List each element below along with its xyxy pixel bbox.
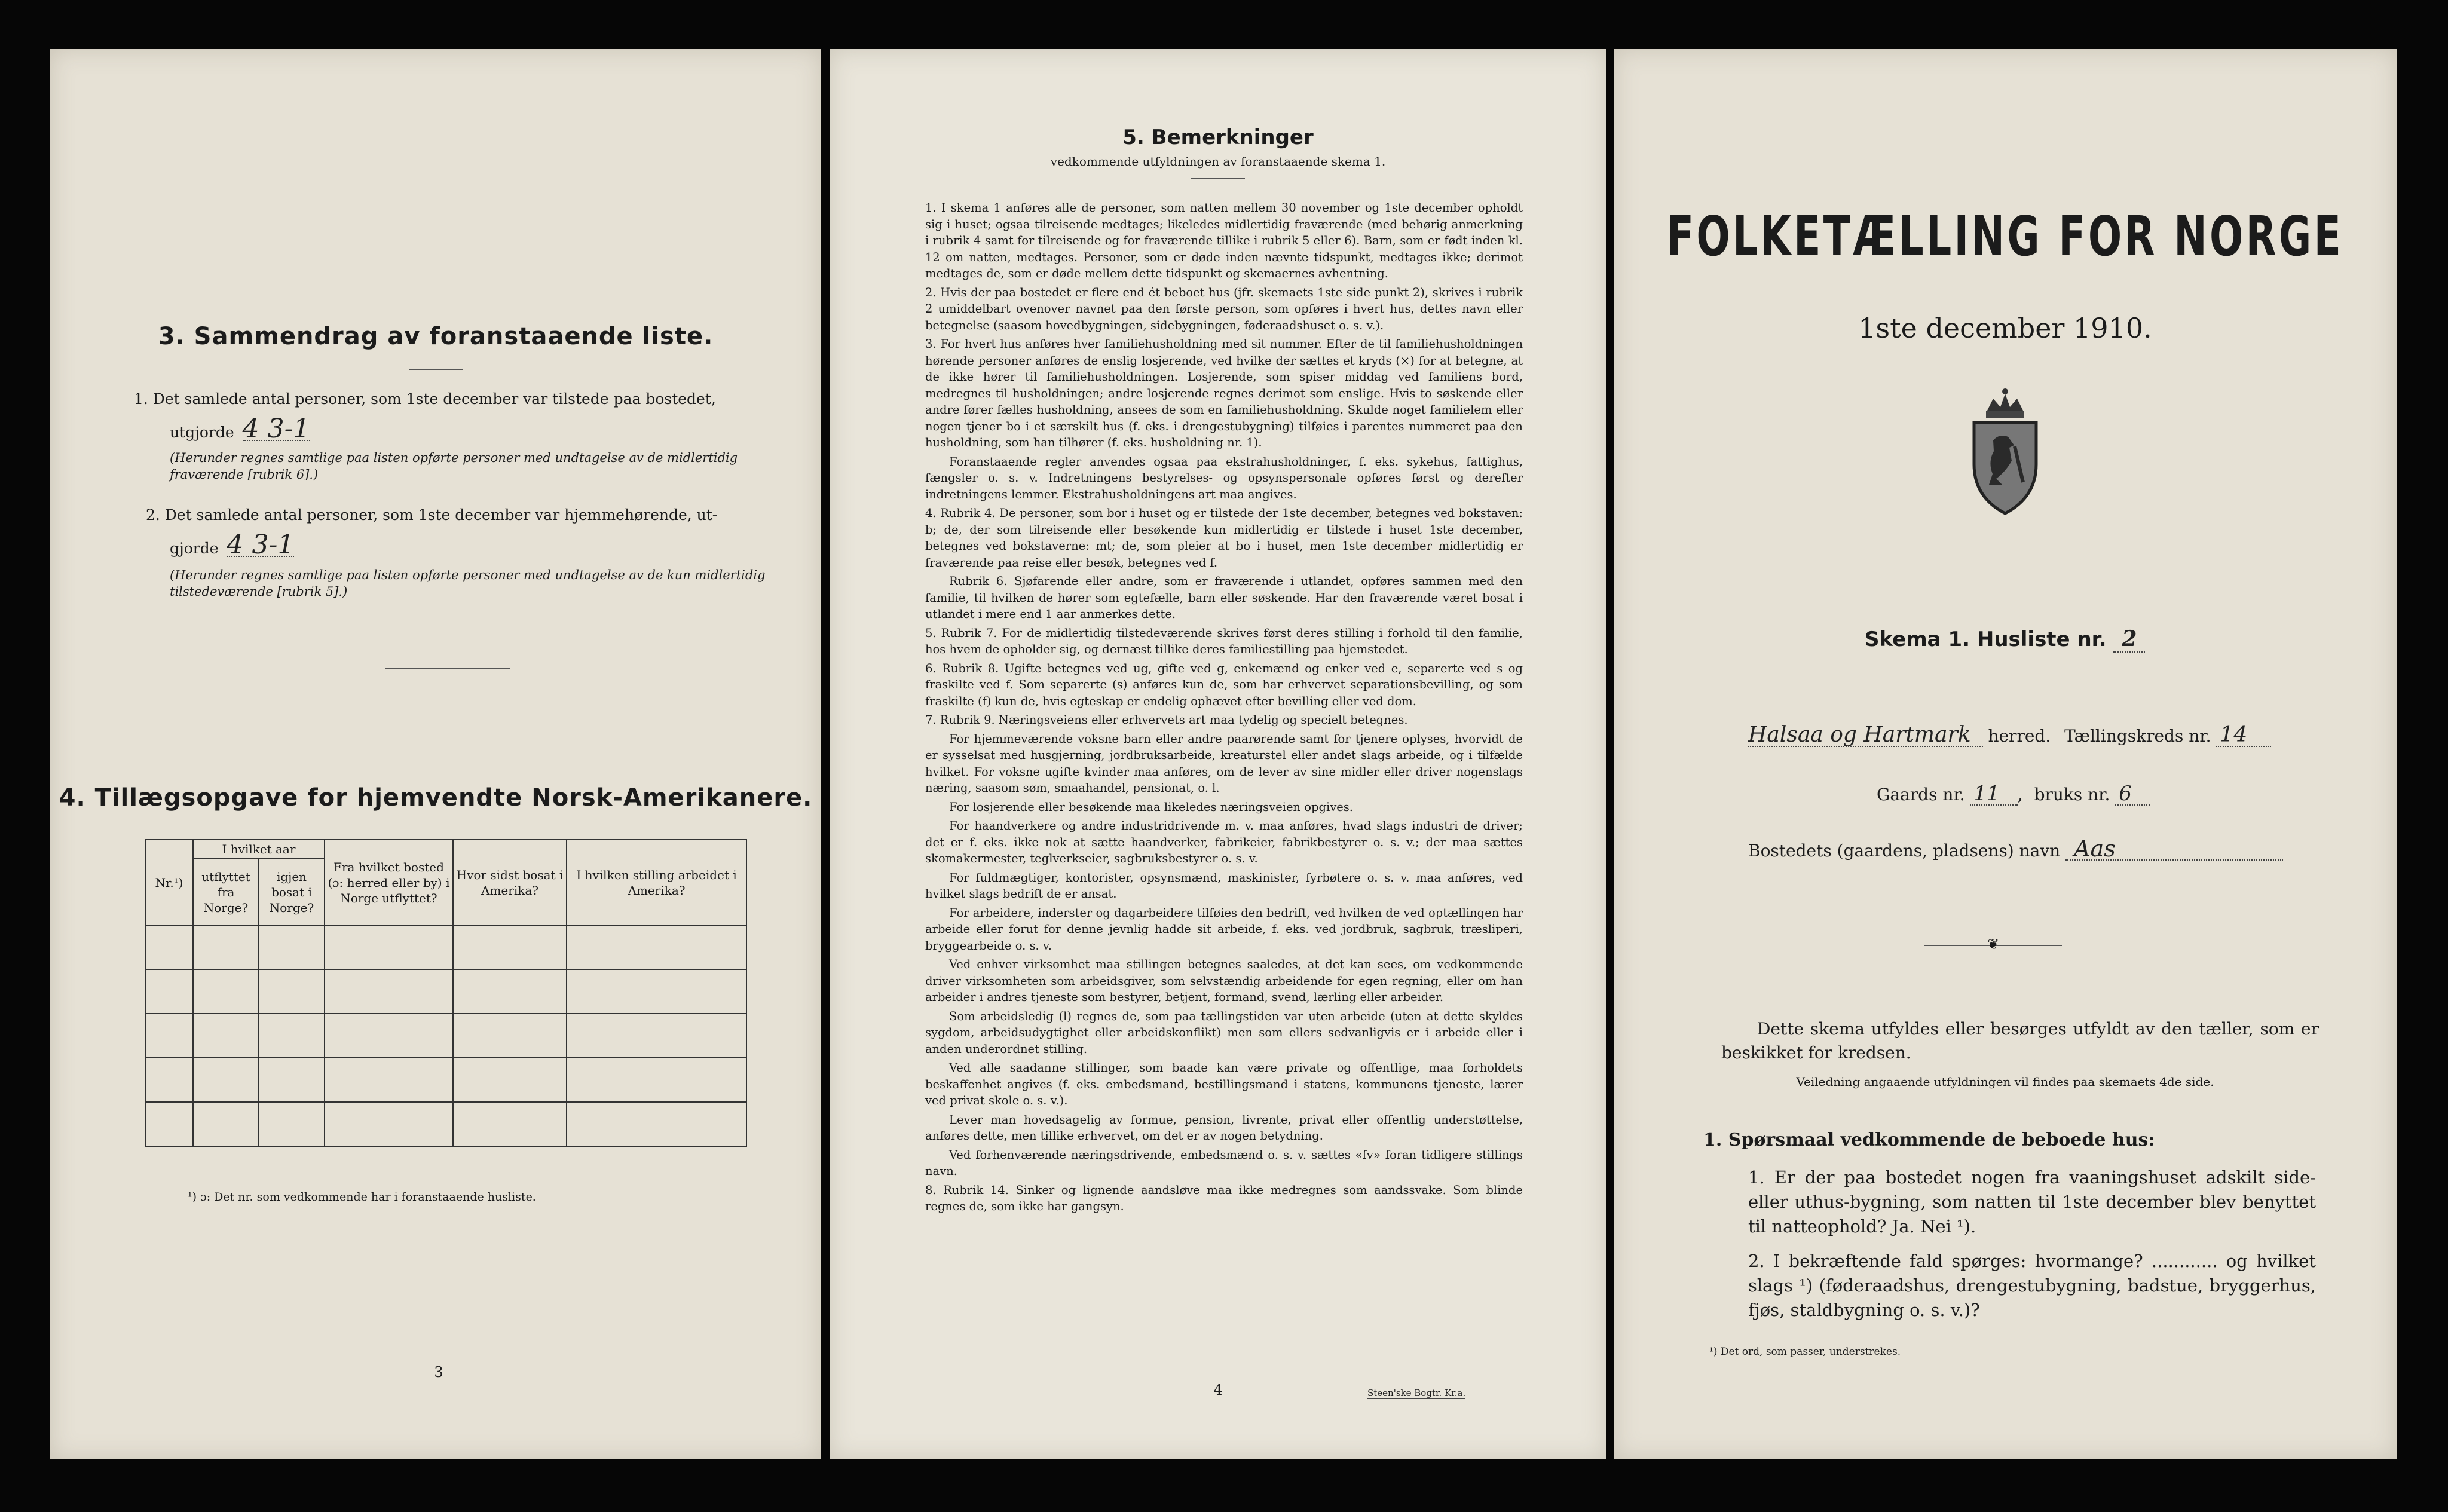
right-page: FOLKETÆLLING FOR NORGE 1ste december 1910. Skema 1. Husliste nr. 2 Halsaa og Hartmark herred. Tællingskreds nr. 14 Gaards nr. 11 , bruks nr. 6 Bostedets (gaardens, pladsens) navn Aas ❦ Dette skema utfyldes eller besørges utfyldt av den tæller, som er beskikket for kredsen. Veiledning angaaende utfyldningen vil findes paa skemaets 4de side. 1. Spørsmaal vedkommende de beboede hus: 1. Er der paa bostedet nogen fra vaaningshuset adskilt side- eller uthus-bygning, som natten til 1ste december blev benyttet til natteophold? Ja. Nei ¹). 2. I bekræftende fald spørges: hvormange? ............ og hvilket slags ¹) (føderaadshus, drengestubygning, badstue, bryggerhus, fjøs, staldbygning o. s. v.)? ¹) Det ord, som passer, understrekes. — [1614, 49, 2397, 1459]
col-igjen: igjen bosat i Norge? — [259, 859, 325, 925]
census-date: 1ste december 1910. — [1858, 312, 2152, 344]
middle-page — [830, 49, 1606, 1459]
question-2: 2. I bekræftende fald spørges: hvormange? ............ og hvilket slags ¹) (føderaadshus, drengestubygning, badstue, bryggerhus, fjøs, staldbygning o. s. v.)? — [1748, 1251, 2316, 1320]
remark-paragraph: Ved enhver virksomhet maa stillingen betegnes saaledes, at det kan sees, om vedkommende driver virksomheten som arbeidsgiver, som selvstændig arbeidende for egen regning, eller om han arbeider i andres tjeneste som bestyrer, betjent, formand, svend, lærling eller arbeider. — [925, 957, 1523, 1004]
remark-paragraph: For arbeidere, inderster og dagarbeidere tilføies den bedrift, ved hvilken de ved optællingen har arbeide eller forut for denne jevnlig hadde sit arbeide, f. eks. ved jordbruk, sagbruk, træsliperi, bryggearbeide o. s. v. — [925, 905, 1523, 953]
remark-paragraph: Som arbeidsledig (l) regnes de, som paa tællingstiden var uten arbeide (uten at dette skyldes sygdom, arbeidsudygtighet eller arbeidskonflikt) men som ellers sedvanligvis er i arbeide eller i anden underordnet stilling. — [925, 1009, 1523, 1056]
bruks-value: 6 — [2115, 783, 2150, 806]
item1-note: (Herunder regnes samtlige paa listen opførte personer med undtagelse av de midlertidig fraværende [rubrik 6].) — [170, 451, 738, 482]
page-number: 3 — [434, 1364, 443, 1381]
divider — [409, 369, 463, 370]
remark-paragraph: For fuldmægtiger, kontorister, opsynsmænd, maskinister, fyrbøtere o. s. v. maa anføres, ved hvilket slags bedrift de er ansat. — [925, 870, 1523, 901]
census-title: FOLKETÆLLING FOR NORGE — [1666, 204, 2344, 268]
instruction-text: Dette skema utfyldes eller besørges utfyldt av den tæller, som er beskikket for kredsen. — [1721, 1019, 2319, 1063]
ornament-icon: ❦ — [1987, 936, 2000, 953]
bosted-value: Aas — [2066, 838, 2283, 861]
page-number: 4 — [1213, 1382, 1223, 1398]
remark-paragraph: 6. Rubrik 8. Ugifte betegnes ved ug, gifte ved g, enkemænd og enker ved e, separerte ved s og fraskilte ved f. Som separerte (s) anføres kun de, som har erhvervet separationsbevilling, og som fraskilte (f) kun de, hvis egteskap er endelig ophævet efter bevilling eller ved dom. — [925, 661, 1523, 708]
gaards-label: Gaards nr. — [1877, 785, 1965, 804]
bosted-label: Bostedets (gaardens, pladsens) navn — [1748, 841, 2061, 861]
remark-paragraph: For haandverkere og andre industridrivende m. v. maa anføres, hvad slags industri de driver; det er f. eks. ikke nok at sætte haandverker, fabrikeier, fabrikbestyrer o. s. v.; der maa sættes skomakermester, teglverkseier, sagbruksbestyrer o. s. v. — [925, 819, 1523, 865]
col-utflyttet: utflyttet fra Norge? — [193, 859, 259, 925]
kreds-label: Tællingskreds nr. — [2064, 726, 2211, 746]
remark-paragraph: Lever man hovedsagelig av formue, pension, livrente, privat eller offentlig understøttelse, anføres dette, men tillike erhvervet, om det er av nogen betydning. — [925, 1112, 1523, 1143]
remarks-title: 5. Bemerkninger — [1122, 126, 1314, 149]
remark-paragraph: Foranstaaende regler anvendes ogsaa paa ekstrahusholdninger, f. eks. sykehus, fattighus, fængsler o. s. v. Indretningens bestyrelses- og opsynspersonale opføres først og derefter indretningens lemmer. Ekstrahusholdningens art maa angives. — [925, 454, 1523, 501]
gaards-value: 11 — [1970, 783, 2017, 806]
remarks-body — [925, 200, 1523, 1217]
instruction-note: Veiledning angaaende utfyldningen vil findes paa skemaets 4de side. — [1796, 1075, 2214, 1089]
remark-paragraph: Ved alle saadanne stillinger, som baade kan være private og offentlige, maa forholdets beskaffenhet angives (f. eks. embedsmand, bestillingsmand i statens, kommunens tjeneste, lærer ved privat skole o. s. v.). — [925, 1061, 1523, 1107]
kreds-value: 14 — [2216, 724, 2271, 747]
remark-paragraph: 2. Hvis der paa bostedet er flere end ét beboet hus (jfr. skemaets 1ste side punkt 2), skrives i rubrik 2 umiddelbart ovenover navnet paa den første person, som opføres i hvert hus, dettes navn eller betegnelse (saasom hovedbygningen, sidebygningen, føderaadshuset o. s. v.). — [925, 285, 1523, 332]
right-footnote: ¹) Det ord, som passer, understrekes. — [1709, 1346, 1901, 1358]
item2-prefix: gjorde — [170, 540, 219, 557]
herred-label: herred. — [1988, 726, 2051, 746]
printer-mark: Steen'ske Bogtr. Kr.a. — [1367, 1388, 1466, 1398]
item1-text: 1. Det samlede antal personer, som 1ste december var tilstede paa bostedet, — [134, 390, 716, 408]
norwegian-coat-of-arms-icon — [1957, 387, 2053, 518]
item2-value: 4 3-1 — [227, 529, 295, 560]
col-nr: Nr.¹) — [145, 840, 193, 925]
left-page — [50, 49, 821, 1459]
table-row — [145, 1102, 746, 1146]
table-row — [145, 969, 746, 1014]
remark-paragraph: Rubrik 6. Sjøfarende eller andre, som er fraværende i utlandet, opføres sammen med den familie, til hvilken de hører som egtefælle, barn eller søskende. Har den fraværende været bosat i utlandet i mere end 1 aar anmerkes dette. — [925, 574, 1523, 621]
item1-prefix: utgjorde — [170, 424, 234, 441]
husliste-number: 2 — [2113, 626, 2145, 653]
questions-header: 1. Spørsmaal vedkommende de beboede hus: — [1703, 1130, 2155, 1150]
remark-paragraph: Ved forhenværende næringsdrivende, embedsmænd o. s. v. sættes «fv» foran tidligere stillings navn. — [925, 1147, 1523, 1178]
section4-title: 4. Tillægsopgave for hjemvendte Norsk-Amerikanere. — [59, 784, 813, 812]
col-fra: Fra hvilket bosted (ɔ: herred eller by) i Norge utflyttet? — [325, 840, 453, 925]
item2-note: (Herunder regnes samtlige paa listen opførte personer med undtagelse av de kun midlertidig tilstedeværende [rubrik 5].) — [170, 568, 766, 599]
norsk-amerikaner-table — [145, 839, 747, 1147]
remark-paragraph: 3. For hvert hus anføres hver familiehusholdning med sit nummer. Efter de til familiehusholdningen hørende personer anføres de enslig losjerende, ved hvilke der sættes et kryds (×) for at betegne, at de ikke hører til familiehusholdningen. Losjerende, som spiser middag ved familiens bord, medregnes til husholdningen; andre losjerende regnes derimot som enslige. Hvis to søskende eller andre fører fælles husholdning, ansees de som en familiehusholdning. Skulde noget familielem eller nogen tjener bo i et særskilt hus (f. eks. i drengestubygning) tilføies i parentes nummeret paa den husholdning, som han tilhører (f. eks. husholdning nr. 1). — [925, 337, 1523, 449]
table-row — [145, 1014, 746, 1058]
herred-value: Halsaa og Hartmark — [1748, 724, 1983, 747]
bruks-label: bruks nr. — [2034, 785, 2110, 804]
remark-paragraph: For losjerende eller besøkende maa likeledes næringsveien opgives. — [949, 800, 1353, 814]
remark-paragraph: 1. I skema 1 anføres alle de personer, som natten mellem 30 november og 1ste december opholdt sig i huset; ogsaa tilreisende medtages; likeledes midlertidig fraværende (med behørig anmerkning i rubrik 4 samt for tilreisende og for fraværende tillike i rubrik 5 eller 6). Barn, som er født inden kl. 12 om natten, medtages. Personer, som er døde inden nævnte tidspunkt, medtages ikke; derimot medtages de, som er døde mellem dette tidspunkt og skemaernes avhentning. — [925, 201, 1523, 280]
divider — [1191, 178, 1245, 179]
question-1: 1. Er der paa bostedet nogen fra vaaningshuset adskilt side- eller uthus-bygning, som natten til 1ste december blev benyttet til natteophold? Ja. Nei ¹). — [1748, 1167, 2316, 1236]
item1-value: 4 3-1 — [242, 414, 310, 444]
col-group-aar: I hvilket aar — [193, 840, 325, 859]
remarks-subtitle: vedkommende utfyldningen av foranstaaende skema 1. — [1050, 154, 1386, 169]
schema-label: Skema 1. Husliste nr. — [1865, 628, 2107, 651]
section3-title: 3. Sammendrag av foranstaaende liste. — [158, 323, 714, 350]
table-footnote: ¹) ɔ: Det nr. som vedkommende har i foranstaaende husliste. — [188, 1190, 536, 1204]
remark-paragraph: For hjemmeværende voksne barn eller andre paarørende samt for tjenere oplyses, hvorvidt de er sysselsat med husgjerning, jordbruksarbeide, kreaturstel eller andet slags arbeide, og i tilfælde hvilket. For voksne ugifte kvinder maa anføres, om de lever av sine midler eller driver nogenslags næring, saasom søm, smaahandel, pensionat, o. l. — [925, 731, 1523, 795]
remark-paragraph: 5. Rubrik 7. For de midlertidig tilstedeværende skrives først deres stilling i forhold til den familie, hos hvem de opholder sig, og dernæst tillike deres familiestilling paa hjemstedet. — [925, 626, 1523, 656]
table-row — [145, 1058, 746, 1102]
divider — [385, 668, 510, 669]
remark-paragraph: 7. Rubrik 9. Næringsveiens eller erhvervets art maa tydelig og specielt betegnes. — [925, 713, 1408, 727]
col-stilling: I hvilken stilling arbeidet i Amerika? — [567, 840, 746, 925]
table-row — [145, 925, 746, 969]
item2-text: 2. Det samlede antal personer, som 1ste december var hjemmehørende, ut- — [146, 506, 718, 524]
col-hvor: Hvor sidst bosat i Amerika? — [453, 840, 567, 925]
remark-paragraph: 8. Rubrik 14. Sinker og lignende aandsløve maa ikke medregnes som aandssvake. Som blinde regnes de, som ikke har gangsyn. — [925, 1183, 1523, 1213]
remark-paragraph: 4. Rubrik 4. De personer, som bor i huset og er tilstede der 1ste december, betegnes ved bokstaven: b; de, der som tilreisende eller besøkende kun midlertidig er tilstede i huset 1ste december, betegnes ved bokstaverne: mt; de, som pleier at bo i huset, men 1ste december midlertidig er fraværende paa reise eller besøk, betegnes ved f. — [925, 506, 1523, 570]
